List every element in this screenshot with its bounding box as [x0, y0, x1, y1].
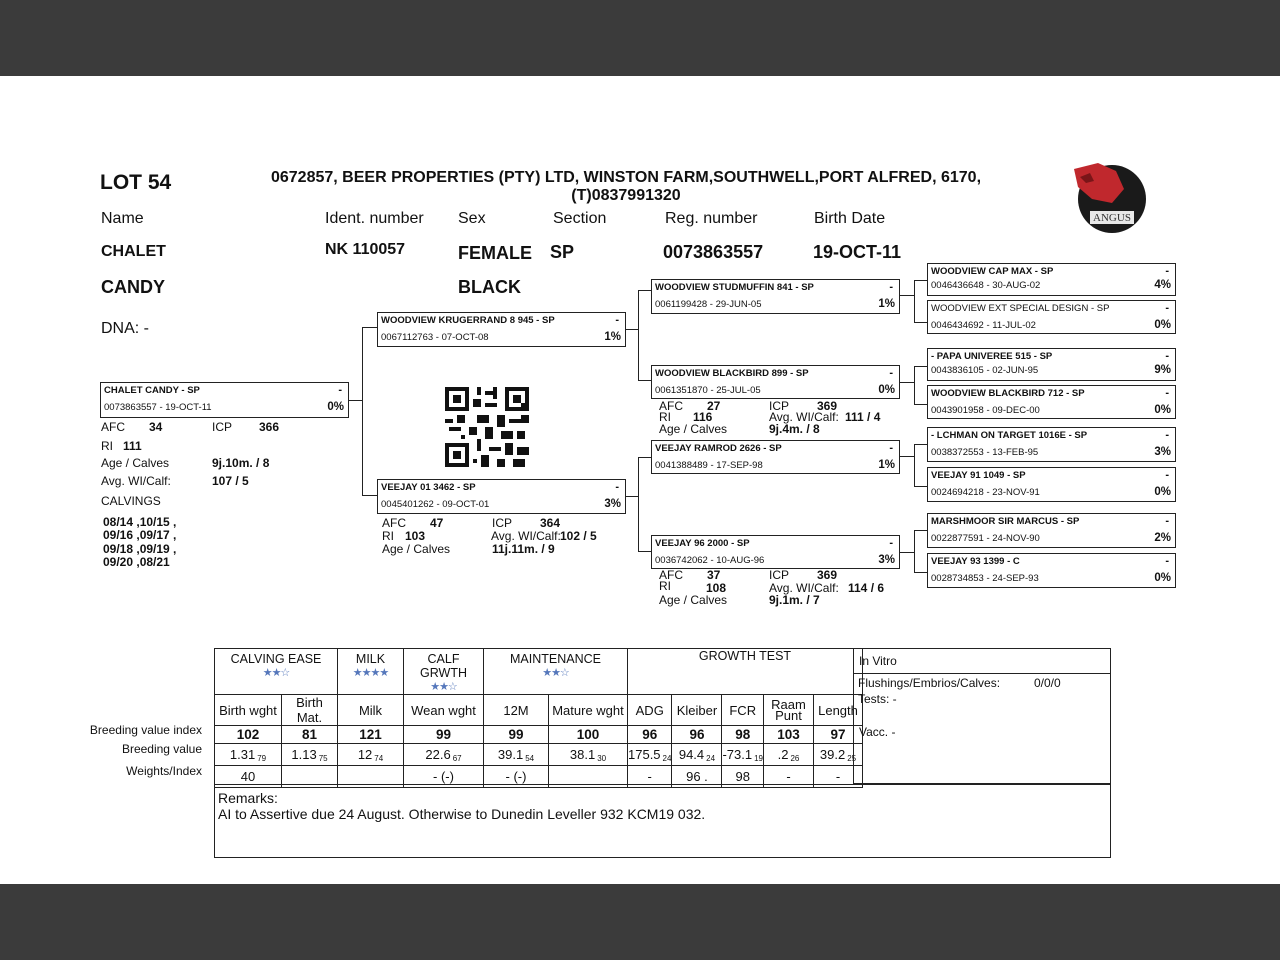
connector: [362, 327, 377, 328]
pedigree-dash: -: [1165, 429, 1169, 441]
ri-value: 111: [123, 439, 142, 453]
flushings-value: 0/0/0: [1034, 676, 1061, 690]
row-label-index: Breeding value index: [89, 723, 202, 737]
avg-wi-calf-label: Avg. WI/Calf:: [769, 410, 839, 424]
index-cell: 96: [628, 726, 672, 744]
pedigree-pct: 4%: [1154, 279, 1171, 291]
connector: [914, 280, 927, 281]
calvings-line: 08/14 ,10/15 ,: [103, 515, 177, 529]
icp-label: ICP: [492, 516, 513, 530]
icp-label: ICP: [212, 420, 233, 434]
col-header: Kleiber: [672, 695, 722, 726]
icp-value: 364: [540, 516, 561, 530]
group-milk: MILK ★★★★: [338, 649, 404, 695]
connector: [899, 456, 914, 457]
pedigree-name: WOODVIEW BLACKBIRD 899 - SP: [655, 368, 809, 379]
pedigree-name: - LCHMAN ON TARGET 1016E - SP: [931, 430, 1088, 441]
pedigree-box-animal[interactable]: [100, 382, 349, 418]
connector: [914, 444, 915, 486]
pedigree-reg: 0028734853 - 24-SEP-93: [931, 573, 1039, 584]
bv-cell: 22.6 $_{67}$: [404, 744, 484, 766]
col-header: ADG: [628, 695, 672, 726]
col-header: Mature wght: [549, 695, 628, 726]
ri-value: 108: [706, 581, 727, 595]
pedigree-pct: 3%: [604, 498, 621, 510]
connector: [914, 486, 927, 487]
connector: [638, 457, 651, 458]
afc-label: AFC: [659, 399, 683, 413]
pedigree-name: VEEJAY 01 3462 - SP: [381, 482, 476, 493]
pedigree-pct: 3%: [878, 554, 895, 566]
bv-cell: 39.1 $_{54}$: [484, 744, 549, 766]
bv-cell: 38.1 $_{30}$: [549, 744, 628, 766]
label-reg: Reg. number: [665, 210, 758, 227]
age-calves-value: 9j.1m. / 7: [769, 593, 820, 607]
pedigree-pct: 3%: [1154, 446, 1171, 458]
pedigree-reg: 0046434692 - 11-JUL-02: [931, 320, 1036, 331]
pedigree-dash: -: [1165, 265, 1169, 277]
connector: [914, 366, 915, 404]
ri-label: RI: [101, 439, 113, 453]
in-vitro-label: In Vitro: [859, 654, 897, 668]
divider: [854, 673, 1110, 674]
pedigree-name: WOODVIEW BLACKBIRD 712 - SP: [931, 388, 1085, 399]
pedigree-dash: -: [889, 442, 893, 454]
connector: [914, 404, 927, 405]
section-value: SP: [550, 242, 575, 262]
pedigree-box-ggp[interactable]: [927, 385, 1176, 419]
pedigree-name: - PAPA UNIVEREE 515 - SP: [931, 351, 1053, 362]
connector: [914, 530, 927, 531]
avg-wi-calf-value: 102 / 5: [560, 529, 597, 543]
afc-label: AFC: [659, 568, 683, 582]
weight-cell: 98: [722, 766, 764, 788]
index-cell: 99: [404, 726, 484, 744]
pedigree-box-ggp[interactable]: [927, 300, 1176, 334]
col-header: Raam Punt: [764, 695, 814, 726]
afc-label: AFC: [101, 420, 125, 434]
group-growth-test: GROWTH TEST: [628, 649, 863, 695]
afc-value: 47: [430, 516, 444, 530]
remarks-text: AI to Assertive due 24 August. Otherwise to Dunedin Leveller 932 KCM19 032.: [218, 806, 706, 822]
pedigree-reg: 0036742062 - 10-AUG-96: [655, 555, 765, 566]
pedigree-pct: 0%: [1154, 486, 1171, 498]
dna-status: DNA: -: [101, 320, 149, 337]
lot-sheet: [0, 76, 1280, 884]
star-rating: ★★☆: [262, 667, 290, 679]
bv-cell: 175.5 $_{24}$: [628, 744, 672, 766]
index-cell: 102: [215, 726, 282, 744]
reg-number: 0073863557: [663, 242, 764, 262]
birth-date: 19-OCT-11: [813, 242, 902, 262]
logo-text: ANGUS: [1093, 212, 1131, 224]
animal-name-2: CANDY: [101, 277, 166, 297]
pedigree-dash: -: [615, 481, 619, 493]
pedigree-name: WOODVIEW STUDMUFFIN 841 - SP: [655, 282, 814, 293]
animal-name-1: CHALET: [101, 243, 166, 260]
pedigree-name: WOODVIEW CAP MAX - SP: [931, 266, 1054, 277]
pedigree-dash: -: [615, 314, 619, 326]
pedigree-name: MARSHMOOR SIR MARCUS - SP: [931, 516, 1080, 527]
lot-number: LOT 54: [100, 171, 172, 194]
connector: [362, 327, 363, 495]
pedigree-reg: 0043836105 - 02-JUN-95: [931, 365, 1039, 376]
weight-cell: 96 .: [672, 766, 722, 788]
pedigree-name: CHALET CANDY - SP: [104, 385, 200, 396]
pedigree-reg: 0041388489 - 17-SEP-98: [655, 460, 763, 471]
index-cell: 96: [672, 726, 722, 744]
col-header: Milk: [338, 695, 404, 726]
bv-cell: .2 $_{26}$: [764, 744, 814, 766]
label-ident: Ident. number: [325, 210, 424, 227]
bv-cell: 1.13 $_{75}$: [282, 744, 338, 766]
star-rating: ★★☆: [430, 681, 457, 693]
in-vitro-box: [853, 648, 1111, 784]
owner-address: 0672857, BEER PROPERTIES (PTY) LTD, WINSTON FARM,SOUTHWELL,PORT ALFRED, 6170,(T)0837991320: [270, 169, 982, 204]
pedigree-box-sire[interactable]: [377, 312, 626, 347]
connector: [899, 295, 914, 296]
bv-cell: 1.31 $_{79}$: [215, 744, 282, 766]
connector: [638, 551, 651, 552]
pedigree-pct: 1%: [878, 298, 895, 310]
group-calving-ease: CALVING EASE ★★☆: [215, 649, 338, 695]
age-calves-label: Age / Calves: [659, 593, 728, 607]
flushings-label: Flushings/Embrios/Calves:: [858, 676, 1001, 690]
avg-wi-calf-value: 107 / 5: [212, 474, 249, 488]
icp-label: ICP: [769, 399, 790, 413]
qr-code: [445, 387, 529, 467]
pedigree-name: WOODVIEW EXT SPECIAL DESIGN - SP: [931, 303, 1110, 314]
pedigree-name: VEEJAY 96 2000 - SP: [655, 538, 750, 549]
age-calves-label: Age / Calves: [101, 456, 170, 470]
pedigree-reg: 0022877591 - 24-NOV-90: [931, 533, 1040, 544]
index-cell: 98: [722, 726, 764, 744]
pedigree-reg: 0067112763 - 07-OCT-08: [381, 332, 489, 343]
ri-label: RI: [382, 529, 394, 543]
calvings-line: 09/16 ,09/17 ,: [103, 528, 177, 542]
connector: [914, 322, 927, 323]
pedigree-name: VEEJAY 93 1399 - C: [931, 556, 1020, 567]
connector: [914, 572, 927, 573]
ident-number: NK 110057: [325, 241, 406, 258]
pedigree-box-ggp[interactable]: [927, 513, 1176, 548]
bottom-dark-bar: [0, 884, 1280, 960]
pedigree-reg: 0061199428 - 29-JUN-05: [655, 299, 762, 310]
pedigree-box-granddam-paternal[interactable]: [651, 365, 900, 399]
pedigree-pct: 1%: [604, 331, 621, 343]
pedigree-pct: 0%: [327, 401, 344, 413]
connector: [638, 290, 651, 291]
pedigree-box-grandsire-paternal[interactable]: [651, 279, 900, 314]
group-calf-growth: CALF GRWTH ★★☆: [404, 649, 484, 695]
afc-value: 34: [149, 420, 163, 434]
pedigree-pct: 0%: [1154, 404, 1171, 416]
pedigree-box-granddam-maternal[interactable]: [651, 535, 900, 569]
pedigree-dash: -: [889, 281, 893, 293]
connector: [362, 495, 377, 496]
pedigree-pct: 0%: [1154, 572, 1171, 584]
connector: [914, 444, 927, 445]
index-cell: 103: [764, 726, 814, 744]
row-label-bv: Breeding value: [121, 742, 202, 756]
vacc-label: Vacc. -: [859, 725, 896, 739]
bv-cell: 12 $_{74}$: [338, 744, 404, 766]
pedigree-dash: -: [1165, 469, 1169, 481]
label-sex: Sex: [458, 210, 486, 227]
top-dark-bar: [0, 0, 1280, 76]
col-header: 12M: [484, 695, 549, 726]
sex-value: FEMALE: [458, 243, 532, 263]
age-calves-value: 11j.11m. / 9: [492, 542, 555, 556]
pedigree-pct: 2%: [1154, 532, 1171, 544]
col-header: FCR: [722, 695, 764, 726]
pedigree-dash: -: [1165, 350, 1169, 362]
pedigree-dash: -: [1165, 387, 1169, 399]
connector: [899, 552, 914, 553]
weight-cell: - (-): [484, 766, 549, 788]
weight-cell: -: [628, 766, 672, 788]
weight-cell: 40: [215, 766, 282, 788]
age-calves-value: 9j.4m. / 8: [769, 422, 820, 436]
icp-value: 366: [259, 420, 280, 434]
star-rating: ★★★★: [352, 667, 389, 679]
pedigree-name: VEEJAY 91 1049 - SP: [931, 470, 1026, 481]
pedigree-box-ggp[interactable]: [927, 348, 1176, 381]
icp-value: 369: [817, 568, 838, 582]
pedigree-pct: 0%: [1154, 319, 1171, 331]
pedigree-box-ggp[interactable]: [927, 553, 1176, 588]
icp-label: ICP: [769, 568, 790, 582]
connector: [638, 457, 639, 551]
label-name: Name: [101, 210, 144, 227]
bv-cell: 94.4 $_{24}$: [672, 744, 722, 766]
index-cell: 99: [484, 726, 549, 744]
index-cell: 100: [549, 726, 628, 744]
ri-value: 103: [405, 529, 426, 543]
col-header: Birth wght: [215, 695, 282, 726]
weight-cell: -: [764, 766, 814, 788]
avg-wi-calf-value: 111 / 4: [845, 410, 881, 424]
remarks-box: [214, 784, 1111, 858]
pedigree-dash: -: [1165, 302, 1169, 314]
pedigree-name: WOODVIEW KRUGERRAND 8 945 - SP: [381, 315, 555, 326]
pedigree-dash: -: [338, 384, 342, 396]
connector: [638, 380, 651, 381]
row-label-weights: Weights/Index: [126, 764, 202, 778]
avg-wi-calf-label: Avg. WI/Calf:: [491, 529, 561, 543]
weight-cell: -: [814, 766, 863, 788]
bv-cell: 39.2 $_{25}$: [814, 744, 863, 766]
pedigree-reg: 0046436648 - 30-AUG-02: [931, 280, 1041, 291]
age-calves-value: 9j.10m. / 8: [212, 456, 270, 470]
calvings-line: 09/20 ,08/21: [103, 555, 170, 569]
connector: [914, 366, 927, 367]
pedigree-dash: -: [1165, 555, 1169, 567]
afc-value: 27: [707, 399, 721, 413]
connector: [348, 400, 362, 401]
connector: [914, 530, 915, 572]
pedigree-reg: 0061351870 - 25-JUL-05: [655, 385, 761, 396]
pedigree-reg: 0043901958 - 09-DEC-00: [931, 405, 1040, 416]
pedigree-name: VEEJAY RAMROD 2626 - SP: [655, 443, 782, 454]
pedigree-box-ggp[interactable]: [927, 263, 1176, 296]
connector: [625, 329, 638, 330]
avg-wi-calf-label: Avg. WI/Calf:: [101, 474, 171, 488]
connector: [638, 290, 639, 380]
avg-wi-calf-value: 114 / 6: [848, 581, 885, 595]
pedigree-pct: 0%: [878, 384, 895, 396]
pedigree-box-dam[interactable]: [377, 479, 626, 514]
angus-logo: [1068, 159, 1152, 235]
ri-label: RI: [659, 579, 671, 593]
pedigree-box-ggp[interactable]: [927, 427, 1176, 462]
ri-value: 116: [693, 410, 713, 424]
connector: [914, 280, 915, 322]
tests-label: Tests: -: [858, 692, 897, 706]
pedigree-reg: 0024694218 - 23-NOV-91: [931, 487, 1040, 498]
col-header: Length: [814, 695, 863, 726]
index-cell: 121: [338, 726, 404, 744]
calvings-line: 09/18 ,09/19 ,: [103, 542, 177, 556]
afc-value: 37: [707, 568, 721, 582]
pedigree-dash: -: [1165, 515, 1169, 527]
age-calves-label: Age / Calves: [382, 542, 451, 556]
connector: [899, 382, 914, 383]
pedigree-dash: -: [889, 537, 893, 549]
label-section: Section: [553, 210, 607, 227]
pedigree-dash: -: [889, 367, 893, 379]
col-header: Birth Mat.: [282, 695, 338, 726]
weight-cell: - (-): [404, 766, 484, 788]
label-birth: Birth Date: [814, 210, 886, 227]
bv-cell: -73.1 $_{19}$: [722, 744, 764, 766]
col-header: Wean wght: [404, 695, 484, 726]
avg-wi-calf-label: Avg. WI/Calf:: [769, 581, 839, 595]
age-calves-label: Age / Calves: [659, 422, 728, 436]
icp-value: 369: [817, 399, 838, 413]
star-rating: ★★☆: [542, 667, 569, 679]
pedigree-pct: 1%: [878, 459, 895, 471]
group-maintenance: MAINTENANCE ★★☆: [484, 649, 628, 695]
index-cell: 97: [814, 726, 863, 744]
calvings-label: CALVINGS: [101, 494, 161, 508]
remarks-label: Remarks:: [218, 790, 278, 806]
pedigree-pct: 9%: [1154, 364, 1171, 376]
pedigree-box-grandsire-maternal[interactable]: [651, 440, 900, 474]
connector: [625, 496, 638, 497]
afc-label: AFC: [382, 516, 406, 530]
pedigree-reg: 0045401262 - 09-OCT-01: [381, 499, 490, 510]
ri-label: RI: [659, 410, 671, 424]
index-cell: 81: [282, 726, 338, 744]
breeding-values-table: [214, 648, 863, 788]
color-value: BLACK: [458, 277, 521, 297]
pedigree-reg: 0038372553 - 13-FEB-95: [931, 447, 1039, 458]
pedigree-reg: 0073863557 - 19-OCT-11: [104, 402, 212, 413]
pedigree-box-ggp[interactable]: [927, 467, 1176, 502]
